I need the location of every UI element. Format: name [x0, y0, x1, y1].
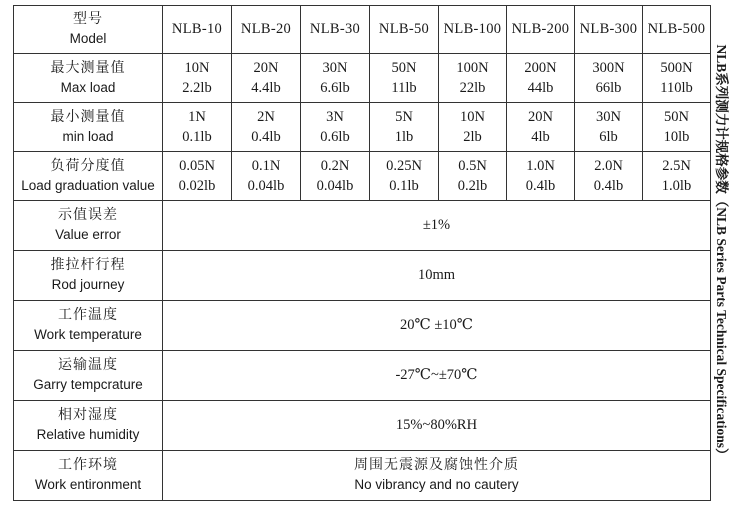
value-cell: [370, 53, 439, 102]
value-pound: 0.4lb: [593, 177, 624, 194]
value-cell: [643, 151, 711, 200]
shared-value-text: -27℃~±70℃: [395, 367, 478, 384]
model-cell-nlb-10: [163, 6, 232, 54]
row-label-work-temperature: [14, 300, 163, 350]
row-value-error: [14, 200, 711, 250]
value-pound: 2lb: [463, 128, 482, 145]
header-row: [14, 6, 711, 54]
row-label-load-graduation: [14, 151, 163, 200]
value-pound: 2.2lb: [182, 79, 212, 96]
row-label-en: min load: [62, 128, 114, 144]
value-newton: 500N: [660, 59, 693, 76]
value-cell: [439, 102, 507, 151]
model-name: NLB-50: [378, 21, 430, 38]
shared-value-zh: 周围无震源及腐蚀性介质: [354, 457, 519, 474]
shared-value-work-environment: [163, 450, 711, 500]
value-newton: 5N: [395, 108, 413, 125]
value-pound: 44lb: [527, 79, 554, 96]
value-cell: [232, 151, 301, 200]
row-label-work-environment: [14, 450, 163, 500]
value-cell: [163, 53, 232, 102]
row-label-en: Work entironment: [34, 477, 142, 493]
value-cell: [575, 53, 643, 102]
value-pound: 0.6lb: [320, 128, 350, 145]
value-pound: 0.4lb: [251, 128, 281, 145]
shared-value-text: ±1%: [422, 217, 451, 234]
value-cell: [439, 53, 507, 102]
model-name: NLB-200: [511, 21, 570, 38]
value-cell: [439, 151, 507, 200]
value-newton: 2.5N: [662, 157, 691, 174]
value-cell: [163, 151, 232, 200]
value-newton: 50N: [664, 108, 689, 125]
value-newton: 30N: [322, 59, 348, 76]
value-cell: [301, 102, 370, 151]
row-load-graduation: [14, 151, 711, 200]
value-pound: 11lb: [391, 79, 417, 96]
value-newton: 0.25N: [386, 157, 422, 174]
row-label-en: Work temperature: [34, 327, 142, 343]
shared-value-work-temperature: [163, 300, 711, 350]
model-cell-nlb-300: [575, 6, 643, 54]
value-pound: 66lb: [595, 79, 622, 96]
row-label-zh: 相对湿度: [58, 407, 118, 424]
row-label-value-error: [14, 200, 163, 250]
model-cell-nlb-100: [439, 6, 507, 54]
model-label-cell: [14, 6, 163, 54]
row-label-relative-humidity: [14, 400, 163, 450]
shared-value-text: 15%~80%RH: [395, 417, 478, 434]
row-label-rod-journey: [14, 250, 163, 300]
row-garry-temperature: [14, 350, 711, 400]
shared-value-text: 20℃ ±10℃: [399, 317, 474, 334]
value-newton: 20N: [253, 59, 279, 76]
value-newton: 200N: [524, 59, 557, 76]
value-pound: 4.4lb: [251, 79, 281, 96]
row-label-zh: 最小测量值: [50, 108, 126, 125]
value-pound: 0.4lb: [525, 177, 556, 194]
model-cell-nlb-20: [232, 6, 301, 54]
value-newton: 0.2N: [320, 157, 350, 174]
row-label-zh: 工作温度: [58, 307, 118, 324]
value-pound: 1.0lb: [661, 177, 692, 194]
value-pound: 22lb: [459, 79, 486, 96]
row-work-temperature: [14, 300, 711, 350]
model-cell-nlb-50: [370, 6, 439, 54]
value-cell: [232, 102, 301, 151]
row-min-load: [14, 102, 711, 151]
value-cell: [163, 102, 232, 151]
model-label-zh: 型号: [73, 11, 103, 28]
row-label-en: Max load: [60, 79, 116, 95]
row-work-environment: [14, 450, 711, 500]
row-relative-humidity: [14, 400, 711, 450]
row-label-min-load: [14, 102, 163, 151]
side-title-text: NLB系列测力计规格参数（NLB Series Parts Technical Specifications）: [714, 44, 729, 462]
value-pound: 1lb: [394, 128, 414, 145]
row-label-en: Value error: [55, 227, 121, 243]
model-cell-nlb-30: [301, 6, 370, 54]
spec-table: [13, 5, 711, 501]
row-label-zh: 工作环境: [58, 457, 118, 474]
model-name: NLB-300: [579, 21, 638, 38]
value-pound: 4lb: [531, 128, 550, 145]
value-newton: 0.5N: [458, 157, 487, 174]
shared-value-value-error: [163, 200, 711, 250]
row-max-load: [14, 53, 711, 102]
value-newton: 100N: [456, 59, 489, 76]
value-pound: 0.04lb: [247, 177, 285, 194]
value-newton: 2N: [257, 108, 275, 125]
row-label-en: Garry tempcrature: [33, 377, 143, 393]
value-pound: 0.02lb: [178, 177, 216, 194]
value-newton: 1N: [188, 108, 206, 125]
value-cell: [301, 151, 370, 200]
value-newton: 1.0N: [526, 157, 555, 174]
row-label-zh: 示值误差: [58, 207, 118, 224]
value-newton: 0.05N: [179, 157, 215, 174]
model-name: NLB-20: [240, 21, 292, 38]
shared-value-garry-temperature: [163, 350, 711, 400]
value-pound: 6.6lb: [320, 79, 350, 96]
value-cell: [370, 151, 439, 200]
value-cell: [575, 102, 643, 151]
row-label-zh: 负荷分度值: [50, 157, 126, 174]
value-newton: 2.0N: [594, 157, 623, 174]
model-cell-nlb-200: [507, 6, 575, 54]
value-cell: [507, 53, 575, 102]
value-newton: 10N: [460, 108, 485, 125]
shared-value-relative-humidity: [163, 400, 711, 450]
value-cell: [507, 102, 575, 151]
value-cell: [232, 53, 301, 102]
value-cell: [643, 102, 711, 151]
value-newton: 20N: [528, 108, 553, 125]
shared-value-rod-journey: [163, 250, 711, 300]
value-pound: 6lb: [599, 128, 618, 145]
value-pound: 0.1lb: [389, 177, 419, 194]
row-label-garry-temperature: [14, 350, 163, 400]
value-cell: [575, 151, 643, 200]
value-newton: 300N: [592, 59, 625, 76]
value-pound: 10lb: [663, 128, 690, 145]
value-newton: 0.1N: [251, 157, 281, 174]
value-newton: 50N: [391, 59, 417, 76]
side-title: [713, 5, 733, 501]
model-name: NLB-30: [309, 21, 361, 38]
row-label-zh: 最大测量值: [50, 59, 126, 76]
value-pound: 0.1lb: [182, 128, 212, 145]
model-name: NLB-10: [171, 21, 223, 38]
value-cell: [370, 102, 439, 151]
shared-value-en: No vibrancy and no cautery: [354, 477, 519, 493]
model-cell-nlb-500: [643, 6, 711, 54]
value-pound: 0.04lb: [316, 177, 354, 194]
row-label-en: Rod journey: [51, 277, 125, 293]
row-label-zh: 推拉杆行程: [50, 257, 126, 274]
value-newton: 3N: [326, 108, 344, 125]
value-pound: 0.2lb: [457, 177, 488, 194]
row-label-en: Relative humidity: [36, 427, 140, 443]
row-label-en: Load graduation value: [21, 177, 155, 193]
shared-value-text: 10mm: [417, 267, 456, 284]
model-name: NLB-100: [443, 21, 502, 38]
value-cell: [301, 53, 370, 102]
value-cell: [643, 53, 711, 102]
model-name: NLB-500: [647, 21, 706, 38]
row-rod-journey: [14, 250, 711, 300]
row-label-max-load: [14, 53, 163, 102]
row-label-zh: 运输温度: [58, 357, 118, 374]
value-cell: [507, 151, 575, 200]
model-label-en: Model: [69, 31, 107, 47]
value-pound: 110lb: [660, 79, 693, 96]
value-newton: 30N: [596, 108, 621, 125]
value-newton: 10N: [184, 59, 210, 76]
